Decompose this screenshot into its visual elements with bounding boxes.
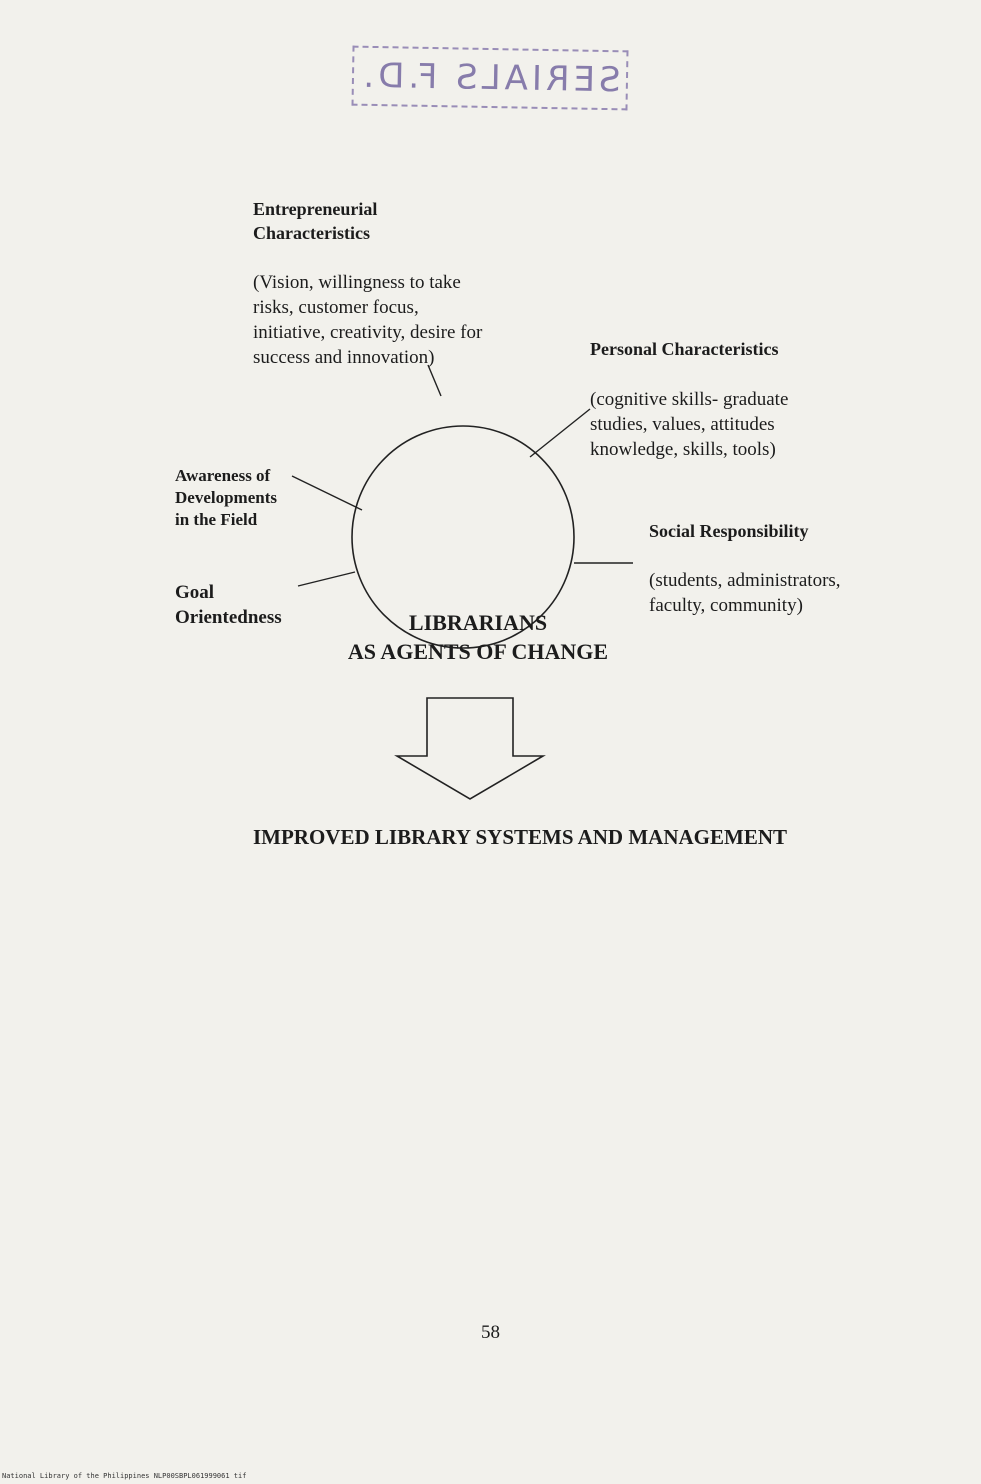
- outcome-label: IMPROVED LIBRARY SYSTEMS AND MANAGEMENT: [252, 825, 788, 849]
- center-label-line1: LIBRARIANS: [408, 610, 548, 635]
- awareness-line2: Developments: [175, 488, 277, 507]
- connector-awareness: [292, 476, 362, 510]
- awareness-line1: Awareness of: [175, 466, 271, 485]
- social-desc-line1: (students, administrators,: [649, 570, 841, 591]
- center-label-line2: AS AGENTS OF CHANGE: [347, 639, 609, 664]
- social-desc-line2: faculty, community): [649, 595, 803, 616]
- page-number: 58: [481, 1322, 500, 1343]
- personal-desc-line3: knowledge, skills, tools): [590, 439, 776, 460]
- entrepreneurial-description: [253, 270, 482, 370]
- awareness-line3: in the Field: [175, 510, 258, 529]
- entrepreneurial-desc-line2: risks, customer focus,: [253, 297, 419, 318]
- goal-line1: Goal: [175, 582, 215, 603]
- entrepreneurial-desc-line1: (Vision, willingness to take: [253, 272, 461, 293]
- entrepreneurial-title-line1: Entrepreneurial: [253, 199, 378, 219]
- personal-desc-line1: (cognitive skills- graduate: [590, 389, 789, 410]
- personal-title: Personal Characteristics: [590, 339, 779, 359]
- entrepreneurial-desc-line3: initiative, creativity, desire for: [253, 322, 483, 343]
- entrepreneurial-desc-line4: success and innovation): [253, 347, 435, 368]
- stamp-text: SERIALS F.D.: [359, 55, 621, 101]
- connector-goal: [298, 572, 355, 586]
- goal-line2: Orientedness: [175, 607, 282, 628]
- entrepreneurial-title-line2: Characteristics: [253, 223, 370, 243]
- awareness-label: [175, 465, 277, 531]
- scan-footer: National Library of the Philippines NLP00SBPL061999061 tif: [2, 1472, 247, 1480]
- social-description: [649, 568, 841, 618]
- personal-description: [590, 387, 788, 462]
- personal-desc-line2: studies, values, attitudes: [590, 414, 775, 435]
- connector-personal: [530, 409, 590, 457]
- center-label: [300, 608, 656, 666]
- down-arrow: [397, 698, 543, 799]
- entrepreneurial-title: [253, 197, 377, 245]
- goal-label: [175, 580, 282, 630]
- social-title: Social Responsibility: [649, 521, 809, 541]
